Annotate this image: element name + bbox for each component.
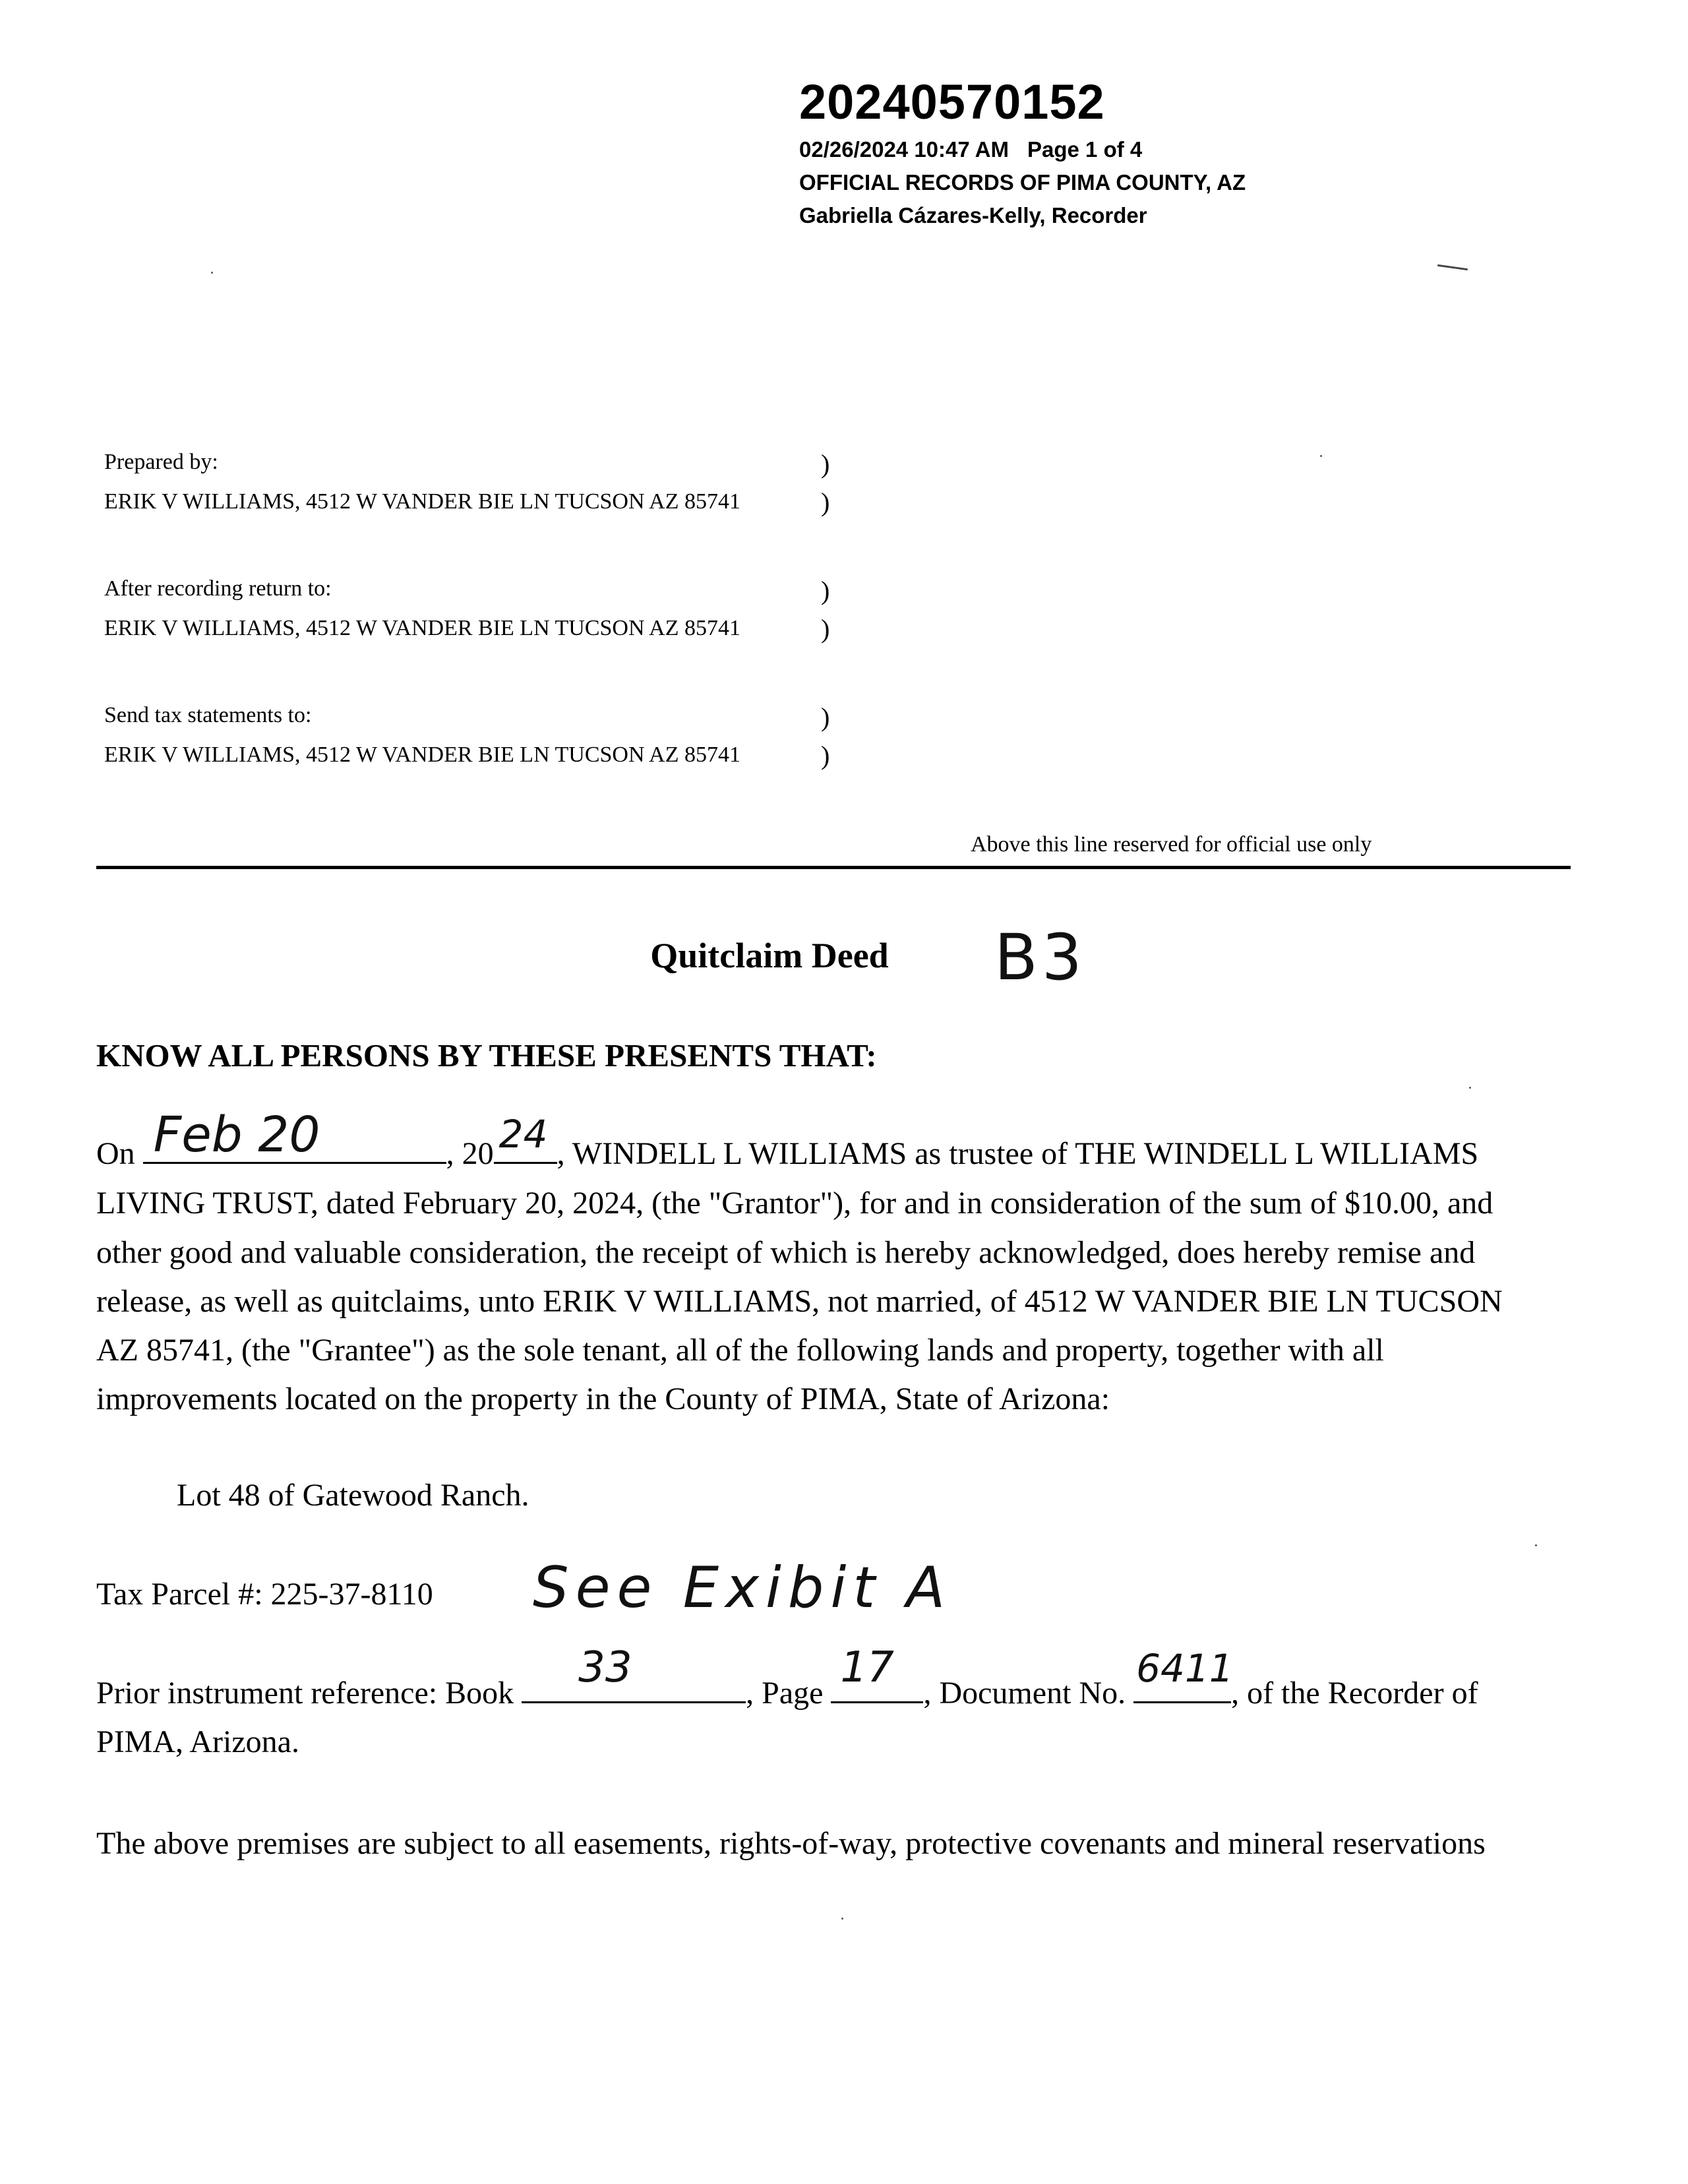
document-blank	[1133, 1646, 1234, 1703]
handwritten-page: 17	[840, 1643, 894, 1692]
recorder-name: Gabriella Cázares-Kelly, Recorder	[799, 203, 1147, 228]
prepared-by-value: ERIK V WILLIAMS, 4512 W VANDER BIE LN TUCSON AZ 85741	[104, 489, 740, 514]
records-office: OFFICIAL RECORDS OF PIMA COUNTY, AZ	[799, 170, 1246, 195]
page-blank	[831, 1643, 923, 1703]
bracket: )	[821, 449, 830, 479]
paragraph-line-1	[96, 1107, 1479, 1172]
bracket: )	[821, 702, 830, 732]
lot-description: Lot 48 of Gatewood Ranch.	[177, 1478, 529, 1513]
page-label: , Page	[746, 1676, 824, 1711]
scan-speck	[1469, 1087, 1471, 1089]
record-datetime: 02/26/2024 10:47 AM	[799, 137, 1009, 162]
paragraph-line-5: AZ 85741, (the "Grantee") as the sole tenant, all of the following lands and property, together with all	[96, 1333, 1384, 1368]
handwritten-date: Feb 20	[153, 1107, 320, 1163]
handwritten-code: B3	[994, 921, 1086, 994]
prior-instrument-label: Prior instrument reference: Book	[96, 1676, 514, 1711]
reserved-note: Above this line reserved for official use only	[971, 832, 1372, 857]
scan-speck	[841, 1918, 843, 1920]
book-blank	[522, 1643, 746, 1703]
tax-statements-label: Send tax statements to:	[104, 703, 312, 727]
paragraph-line-3: other good and valuable consideration, the receipt of which is hereby acknowledged, does hereby remise and	[96, 1235, 1476, 1270]
official-use-divider	[96, 866, 1571, 869]
bracket: )	[821, 487, 830, 517]
premises-clause: The above premises are subject to all easements, rights-of-way, protective covenants and mineral reservations	[96, 1826, 1486, 1861]
scan-mark	[1437, 264, 1468, 270]
return-to-label: After recording return to:	[104, 576, 332, 601]
deed-title	[0, 935, 1688, 976]
recorder-tail: , of the Recorder of	[1231, 1676, 1478, 1711]
paragraph-line-2: LIVING TRUST, dated February 20, 2024, (the "Grantor"), for and in consideration of the sum of $10.00, and	[96, 1186, 1493, 1221]
prior-instrument-line	[96, 1643, 1478, 1711]
record-page: Page 1 of 4	[1027, 137, 1143, 162]
line1-rest: , WINDELL L WILLIAMS as trustee of THE WINDELL L WILLIAMS	[557, 1136, 1479, 1171]
scan-speck	[1535, 1544, 1537, 1546]
year-blank	[494, 1112, 557, 1164]
bracket: )	[821, 576, 830, 605]
tax-parcel: Tax Parcel #: 225-37-8110	[96, 1577, 433, 1612]
scan-speck	[1320, 455, 1322, 457]
handwritten-book: 33	[578, 1643, 632, 1692]
handwritten-exhibit-note: See Exibit A	[533, 1555, 952, 1621]
handwritten-year: 24	[498, 1112, 548, 1157]
on-label: On	[96, 1136, 135, 1171]
bracket: )	[821, 614, 830, 644]
know-heading: KNOW ALL PERSONS BY THESE PRESENTS THAT:	[96, 1037, 877, 1074]
tax-statements-value: ERIK V WILLIAMS, 4512 W VANDER BIE LN TUCSON AZ 85741	[104, 743, 740, 767]
document-label: , Document No.	[923, 1676, 1126, 1711]
handwritten-document-no: 6411	[1136, 1646, 1234, 1691]
year-prefix: , 20	[446, 1136, 494, 1171]
prepared-by-label: Prepared by:	[104, 450, 218, 474]
deed-title-text: Quitclaim Deed	[650, 936, 889, 975]
document-number: 20240570152	[799, 75, 1105, 129]
date-blank	[143, 1107, 446, 1164]
scan-speck	[211, 272, 213, 274]
prior-instrument-line-2: PIMA, Arizona.	[96, 1724, 299, 1759]
bracket: )	[821, 741, 830, 770]
paragraph-line-4: release, as well as quitclaims, unto ERIK V WILLIAMS, not married, of 4512 W VANDER BIE LN TUCSON	[96, 1284, 1503, 1319]
record-line	[799, 137, 1142, 162]
paragraph-line-6: improvements located on the property in the County of PIMA, State of Arizona:	[96, 1381, 1110, 1416]
return-to-value: ERIK V WILLIAMS, 4512 W VANDER BIE LN TUCSON AZ 85741	[104, 616, 740, 640]
